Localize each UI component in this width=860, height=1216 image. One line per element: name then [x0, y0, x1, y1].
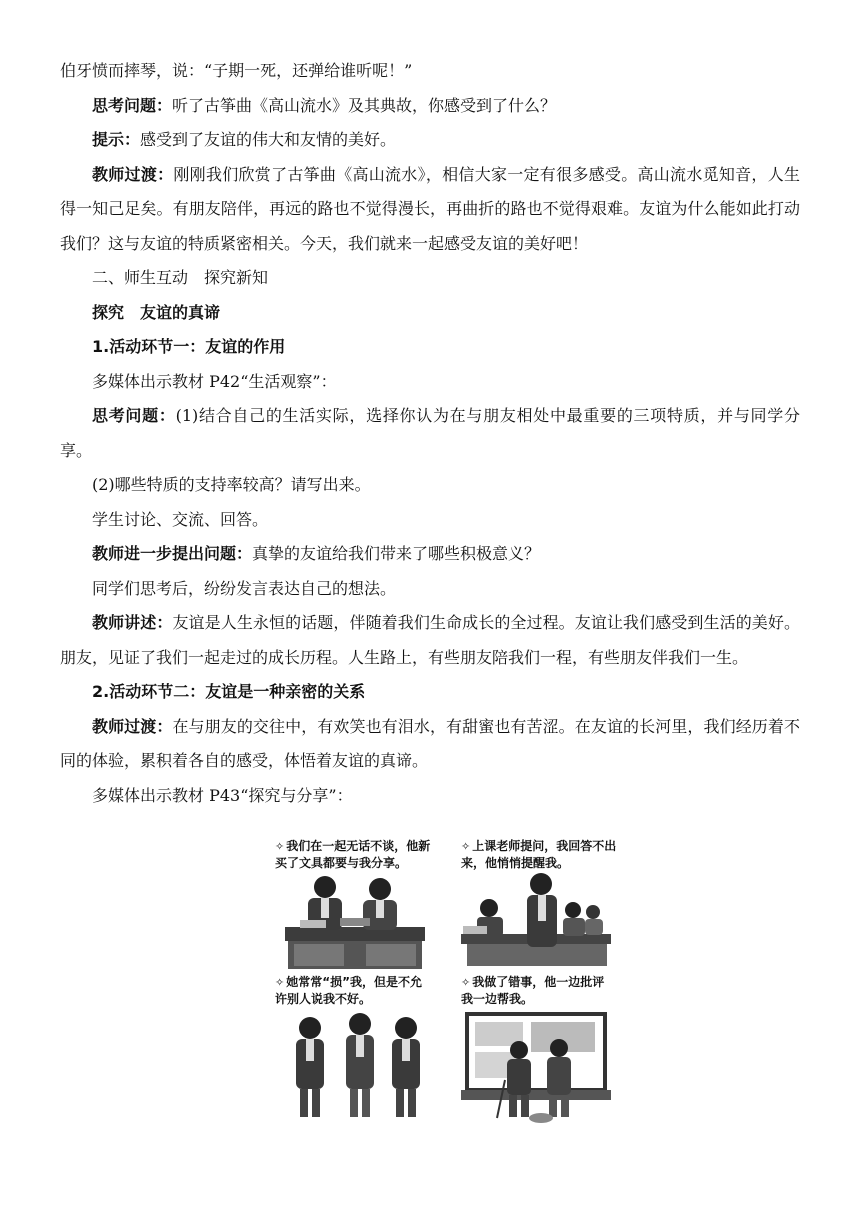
- paragraph: [60, 606, 800, 675]
- caption-3: ✧ 她常常“损”我，但是不允许别人说我不好。: [275, 975, 422, 1006]
- caption-2: ✧ 上课老师提问，我回答不出来，他悄悄提醒我。: [461, 839, 617, 870]
- paragraph: [60, 89, 800, 124]
- paragraph-text: 刚刚我们欣赏了古筝曲《高山流水》，相信大家一定有很多感受。高山流水觅知音，人生得一知己足矣。有朋友陪伴，再远的路也不觉得漫长，再曲折的路也不觉得艰难。友谊为什么能如此打动我们？这与友谊的特质紧密相关。今天，我们就来一起感受友谊的美好吧！: [60, 164, 800, 253]
- paragraph: [60, 54, 800, 89]
- paragraph: [60, 710, 800, 779]
- caption-1: ✧ 我们在一起无话不谈，他新买了文具都要与我分享。: [275, 839, 431, 870]
- document-body: [60, 54, 800, 813]
- girls-talking-illustration: [280, 1010, 430, 1122]
- paragraph: [60, 399, 800, 468]
- paragraph: [60, 261, 800, 296]
- paragraph: [60, 365, 800, 400]
- star-icon: ✧: [461, 840, 471, 853]
- paragraph-lead: 提示：: [92, 130, 141, 149]
- star-icon: ✧: [461, 976, 471, 989]
- paragraph-lead: 1.活动环节一：友谊的作用: [92, 337, 286, 356]
- star-icon: ✧: [275, 840, 285, 853]
- paragraph-lead: 思考问题：: [92, 406, 176, 425]
- paragraph-text: 在与朋友的交往中，有欢笑也有泪水，有甜蜜也有苦涩。在友谊的长河里，我们经历着不同的体验，累积着各自的感受，体悟着友谊的真谛。: [60, 716, 800, 770]
- paragraph: [60, 468, 800, 503]
- paragraph-text: 友谊是人生永恒的话题，伴随着我们生命成长的全过程。友谊让我们感受到生活的美好。朋友，见证了我们一起走过的成长历程。人生路上，有些朋友陪我们一程，有些朋友伴我们一生。: [60, 613, 800, 667]
- paragraph: [60, 537, 800, 572]
- paragraph-text: 感受到了友谊的伟大和友情的美好。: [140, 130, 397, 149]
- paragraph-text: 学生讨论、交流、回答。: [92, 509, 269, 529]
- paragraph-lead: 教师进一步提出问题：: [92, 544, 253, 563]
- caption-4: ✧ 我做了错事，他一边批评我一边帮我。: [461, 975, 605, 1006]
- paragraph: [60, 779, 800, 814]
- cleaning-together-illustration: [461, 1010, 611, 1128]
- paragraph-lead: 2.活动环节二：友谊是一种亲密的关系: [92, 682, 366, 701]
- paragraph: [60, 572, 800, 607]
- paragraph-lead: 探究 友谊的真谛: [92, 302, 221, 322]
- paragraph-text: 同学们思考后，纷纷发言表达自己的想法。: [92, 578, 397, 598]
- classroom-reminder-illustration: [461, 872, 611, 972]
- illustration-figure: [275, 838, 615, 1128]
- paragraph: [60, 675, 800, 710]
- paragraph-text: 多媒体出示教材 P42“生活观察”：: [92, 371, 337, 391]
- paragraph-text: 多媒体出示教材 P43“探究与分享”：: [92, 785, 353, 805]
- paragraph-text: 听了古筝曲《高山流水》及其典故，你感受到了什么？: [172, 95, 557, 115]
- paragraph-text: (1)结合自己的生活实际，选择你认为在与朋友相处中最重要的三项特质，并与同学分享。: [60, 406, 800, 460]
- paragraph-text: 伯牙愤而摔琴，说：“子期一死，还弹给谁听呢！”: [60, 61, 413, 80]
- paragraph: [60, 503, 800, 538]
- sharing-stationery-illustration: [280, 872, 430, 972]
- paragraph-text: 二、师生互动 探究新知: [92, 268, 269, 287]
- paragraph: [60, 158, 800, 262]
- paragraph: [60, 330, 800, 365]
- paragraph-lead: 思考问题：: [92, 95, 173, 115]
- paragraph-text: (2)哪些特质的支持率较高？请写出来。: [92, 475, 371, 494]
- paragraph: [60, 296, 800, 331]
- paragraph-text: 真挚的友谊给我们带来了哪些积极意义？: [252, 544, 541, 563]
- paragraph-lead: 教师过渡：: [92, 164, 174, 184]
- star-icon: ✧: [275, 976, 285, 989]
- paragraph: [60, 123, 800, 158]
- paragraph-lead: 教师过渡：: [92, 716, 173, 736]
- paragraph-lead: 教师讲述：: [92, 613, 173, 632]
